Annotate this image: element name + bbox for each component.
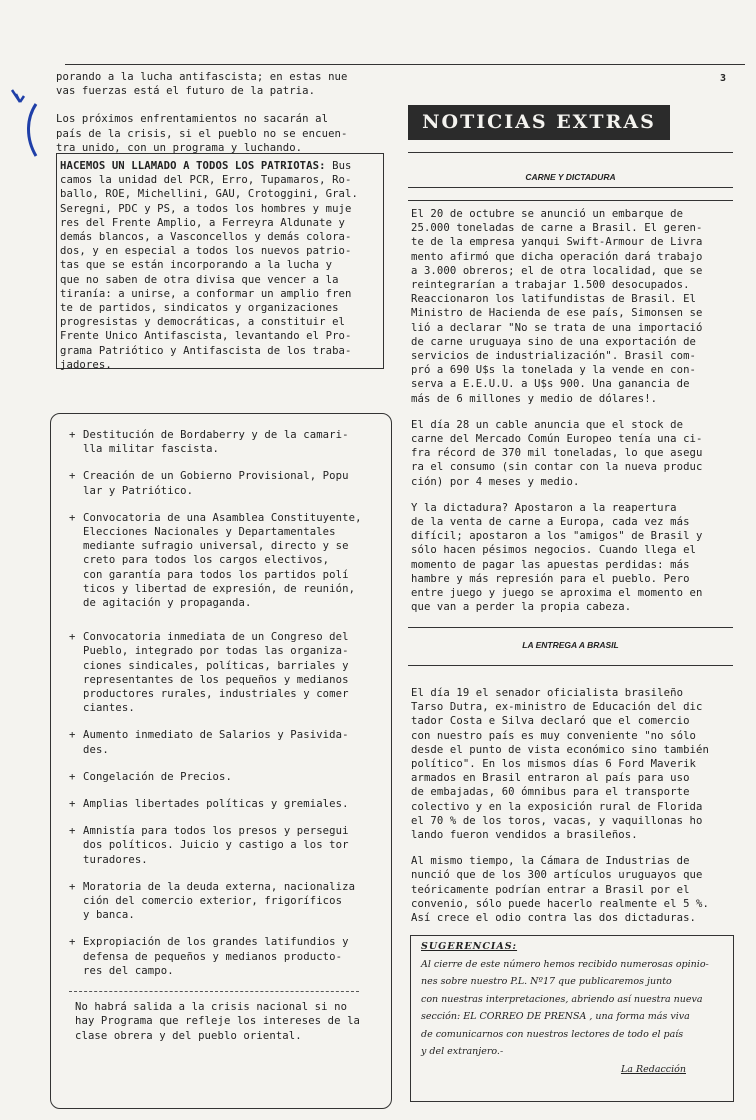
crisis-paragraph: Los próximos enfrentamientos no sacarán al país de la crisis, si el pueblo no se encuen- tra unido, con un programa y luchando. [56, 113, 348, 154]
top-rule [65, 64, 745, 65]
call-box-left-rule [56, 153, 57, 368]
call-body: Bus camos la unidad del PCR, Erro, Tupamaros, Ro- ballo, ROE, Michellini, GAU, Crotoggini, Gral. Seregni, PDC y PS, a todos los hombres y muje res del Frente Amplio, a Ferreyra Aldunate y demás blancos, a Vasconcellos y demás colora- dos, y en especial a todos los nuevos patrio- tas que se están incorporando a la lucha y que no saben de otra divisa que vencer a la tiranía: a unirse, a conformar un amplio fren te de partidos, sindicatos y organizaciones progresistas y democráticas, a constituir el Frente Unico Antifascista, levantando el Pro- grama Patriótico y Antifascista de los traba- jadores. [60, 160, 358, 371]
plus-bullet: + [69, 729, 76, 742]
section1-rule [408, 200, 733, 201]
program-item: + Aumento inmediato de Salarios y Pasivida- des. [69, 729, 349, 756]
call-box-top-rule [56, 153, 384, 154]
entrega-paragraph: Al mismo tiempo, la Cámara de Industrias de nunció que de los 300 artículos uruguayos que teóricamente podrían entrar a Brasil por el convenio, sólo puede hacerlo realmente el 5 %. Así crece el odio contra las dos dictaduras. [411, 855, 709, 925]
plus-bullet: + [69, 936, 76, 949]
carne-paragraph: Y la dictadura? Apostaron a la reapertura de la venta de carne a Europa, cada vez más difícil; apostaron a los "amigos" de Brasil y sólo hacen pésimos negocios. Cuando llega el momento de pagar las apuestas perdidas: más hambre y más represión para el pueblo. Pero entre juego y juego se aproxima el momento en que van a perder la propia cabeza. [411, 501, 703, 614]
noticias-banner: NOTICIAS EXTRAS [408, 105, 670, 140]
program-box [50, 413, 392, 1109]
plus-bullet: + [69, 798, 76, 811]
section2-top-rule [408, 627, 733, 628]
plus-bullet: + [69, 511, 76, 524]
suggestions-line: y del extranjero.- [421, 1046, 504, 1057]
suggestions-title: SUGERENCIAS: [421, 941, 518, 952]
program-item: + Moratoria de la deuda externa, nacionaliza ción del comercio exterior, frigoríficos y banca. [69, 880, 356, 922]
suggestions-line: Al cierre de este número hemos recibido numerosas opinio- [421, 958, 709, 970]
page-number: 3 [719, 73, 726, 84]
blue-pen-mark [6, 84, 46, 164]
suggestions-line: con nuestras interpretaciones, abriendo así nuestra nueva [421, 993, 703, 1005]
entrega-article [411, 686, 739, 937]
signature: La Redacción [620, 1063, 686, 1075]
program-item: + Destitución de Bordaberry y de la camari- lla militar fascista. [69, 429, 349, 456]
program-item: + Convocatoria de una Asamblea Constituyente, Elecciones Nacionales y Departamentales mediante sufragio universal, directo y se creto para todos los cargos electivos, con garantía para todos los partidos polí ticos y libertad de expresión, de reunión, de agitación y propaganda. [69, 511, 362, 610]
call-heading: HACEMOS UN LLAMADO A TODOS LOS PATRIOTAS: [60, 160, 326, 172]
program-item: + Expropiación de los grandes latifundios y defensa de pequeños y medianos producto- res del campo. [69, 936, 349, 977]
program-item: + Amplias libertades políticas y gremiales. [69, 798, 349, 811]
program-item: + Creación de un Gobierno Provisional, Popu lar y Patriótico. [69, 470, 349, 497]
section1-thin-rule [408, 187, 733, 188]
plus-bullet: + [69, 470, 76, 483]
patriots-call [60, 159, 382, 372]
program-list [57, 428, 383, 978]
suggestions-box [410, 935, 734, 1102]
section-title-entrega: LA ENTREGA A BRASIL [522, 640, 619, 650]
program-closing: No habrá salida a la crisis nacional si no hay Programa que refleje los intereses de la clase obrera y del pueblo oriental. [75, 1001, 361, 1042]
banner-rule [408, 152, 733, 153]
carne-article [411, 207, 739, 626]
section2-rule [408, 665, 733, 666]
plus-bullet: + [69, 429, 76, 441]
plus-bullet: + [69, 770, 76, 783]
program-item: + Congelación de Precios. [69, 770, 232, 783]
closing-divider [69, 991, 359, 992]
suggestions-line: sección: EL CORREO DE PRENSA , una forma más viva [421, 1011, 690, 1022]
call-box-right-rule [383, 153, 384, 368]
continuation-text: porando a la lucha antifascista; en estas nue vas fuerzas está el futuro de la patria. [56, 71, 348, 98]
program-item: + Amnistía para todos los presos y persegui dos políticos. Juicio y castigo a los tor turadores. [69, 825, 349, 866]
suggestions-line: de comunicarnos con nuestros lectores de todo el país [421, 1028, 684, 1040]
plus-bullet: + [69, 880, 76, 893]
program-item: + Convocatoria inmediata de un Congreso del Pueblo, integrado por todas las organiza- ciones sindicales, políticas, barriales y representantes de los pequeños y medianos productores rurales, industriales y comer ciantes. [69, 631, 349, 715]
carne-paragraph: El 20 de octubre se anunció un embarque de 25.000 toneladas de carne a Brasil. El geren- te de la empresa yanqui Swift-Armour de Livra mento afirmó que dicha operación dará trabajo a 3.000 obreros; el de otra localidad, que se reintegrarían a trabajar 1.500 desocupados. Reaccionaron los latifundistas de Brasil. El Ministro de Hacienda de ese país, Simonsen se lió a declarar "No se trata de una importació de carne uruguaya sino de una exportación de servicios de industrialización". Brasil com- pró a 690 U$s la tonelada y la vende en con- serva a E.E.U.U. a U$s 900. Una ganancia de más de 6 millones y medio de dólares!. [411, 208, 703, 405]
plus-bullet: + [69, 825, 76, 838]
suggestions-line: nes sobre nuestro P.L. Nº17 que publicaremos junto [421, 976, 672, 987]
carne-paragraph: El día 28 un cable anuncia que el stock de carne del Mercado Común Europeo tenía una ci- fra récord de 370 mil toneladas, lo que asegu ra el consumo (sin contar con la nueva produc ción) por 4 meses y medio. [411, 418, 703, 488]
section-title-carne: CARNE Y DICTADURA [525, 172, 616, 182]
entrega-paragraph: El día 19 el senador oficialista brasileño Tarso Dutra, ex-ministro de Educación del dic tador Costa e Silva declaró que el comercio con nuestro país es muy conveniente "no sólo desde el punto de vista económico sino también político". En los mismos días 6 Ford Maverik armados en Brasil entraron al país para uso de embajadas, 60 ómnibus para el transporte colectivo y en la exposición rural de Florida el 70 % de los toros, vacas, y vaquillonas ho lando fueron vendidos a brasileños. [411, 687, 709, 842]
plus-bullet: + [69, 631, 76, 644]
